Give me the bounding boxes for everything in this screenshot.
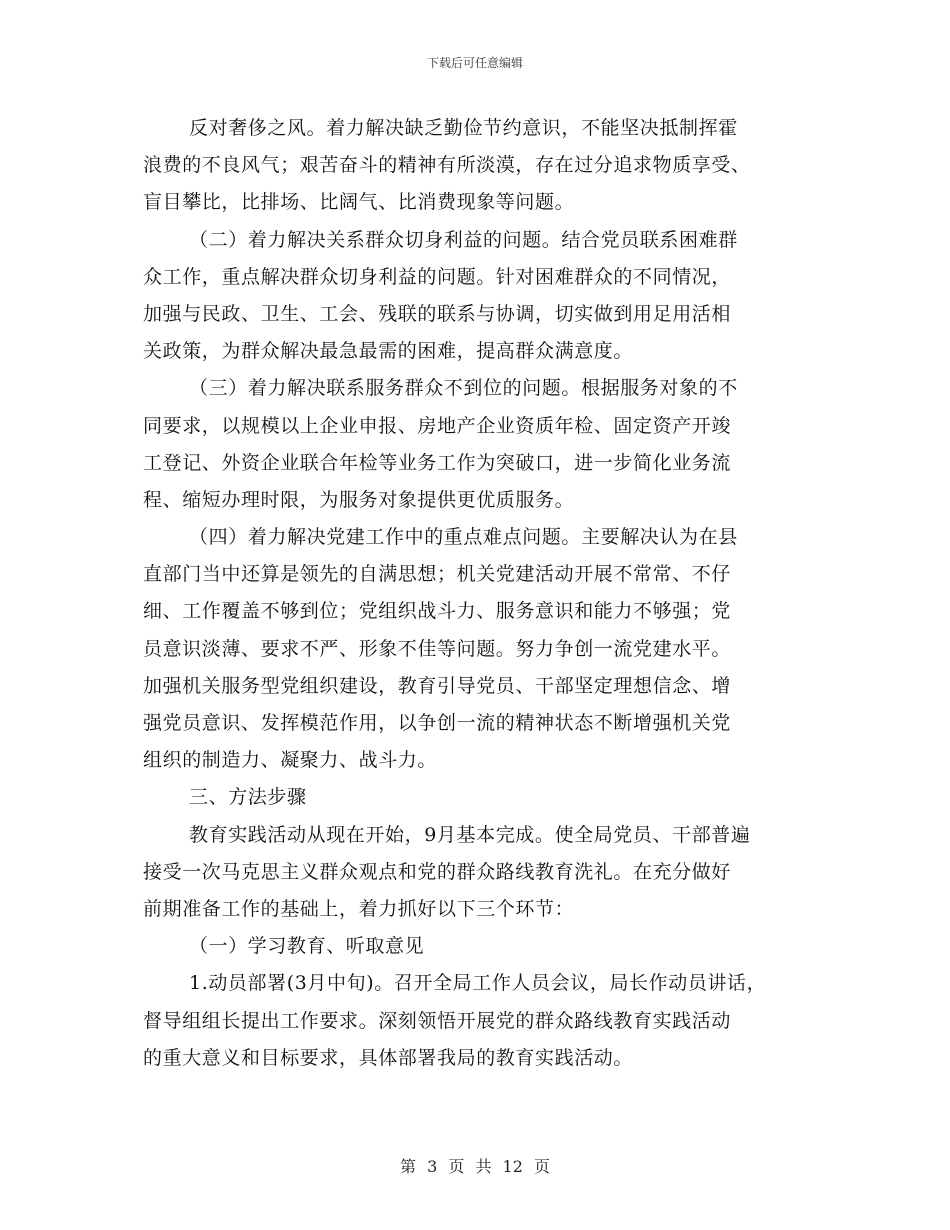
text-line: 督导组组长提出工作要求。深刻领悟开展党的群众路线教育实践活动 [143, 1009, 732, 1032]
text-line: 强党员意识、发挥模范作用，以争创一流的精神状态不断增强机关党 [143, 712, 732, 734]
text-line: 接受一次马克思主义群众观点和党的群众路线教育洗礼。在充分做好 [143, 860, 732, 883]
body-text [143, 110, 838, 1077]
text-line: （一）学习教育、听取意见 [189, 935, 425, 958]
text-line: 组织的制造力、凝聚力、战斗力。 [143, 749, 438, 772]
text-line: 三、方法步骤 [189, 786, 307, 809]
text-line: 关政策，为群众解决最急最需的困难，提高群众满意度。 [143, 340, 634, 363]
text-line: 1.动员部署(3月中旬)。召开全局工作人员会议，局长作动员讲话， [189, 972, 767, 995]
text-line: 的重大意义和目标要求，具体部署我局的教育实践活动。 [143, 1046, 634, 1069]
text-line: 教育实践活动从现在开始，9月基本完成。使全局党员、干部普遍 [189, 823, 751, 846]
text-line: 细、工作覆盖不够到位；党组织战斗力、服务意识和能力不够强；党 [143, 600, 732, 623]
text-line: 前期准备工作的基础上，着力抓好以下三个环节： [143, 897, 575, 920]
header-note: 下载后可任意编辑 [426, 56, 523, 70]
text-line: 浪费的不良风气；艰苦奋斗的精神有所淡漠，存在过分追求物质享受、 [143, 154, 751, 177]
text-line: （三）着力解决联系服务群众不到位的问题。根据服务对象的不 [189, 377, 738, 400]
text-line: 直部门当中还算是领先的自满思想；机关党建活动开展不常常、不仔 [143, 563, 732, 586]
text-line: （四）着力解决党建工作中的重点难点问题。主要解决认为在县 [189, 526, 738, 549]
text-line: 员意识淡薄、要求不严、形象不佳等问题。努力争创一流党建水平。 [143, 637, 732, 660]
text-line: （二）着力解决关系群众切身利益的问题。结合党员联系困难群 [189, 228, 738, 251]
text-line: 众工作，重点解决群众切身利益的问题。针对困难群众的不同情况， [143, 265, 732, 288]
page-footer: 第 3 页 共 12 页 [400, 1157, 550, 1176]
text-line: 盲目攀比，比排场、比阔气、比消费现象等问题。 [143, 191, 575, 214]
text-line: 加强机关服务型党组织建设，教育引导党员、干部坚定理想信念、增 [143, 674, 732, 697]
text-line: 同要求，以规模以上企业申报、房地产企业资质年检、固定资产开竣 [143, 414, 732, 437]
text-line: 程、缩短办理时限，为服务对象提供更优质服务。 [143, 488, 575, 511]
text-line: 反对奢侈之风。着力解决缺乏勤俭节约意识，不能坚决抵制挥霍 [189, 117, 738, 139]
text-line: 工登记、外资企业联合年检等业务工作为突破口，进一步简化业务流 [143, 451, 732, 474]
text-line: 加强与民政、卫生、工会、残联的联系与协调，切实做到用足用活相 [143, 302, 732, 325]
